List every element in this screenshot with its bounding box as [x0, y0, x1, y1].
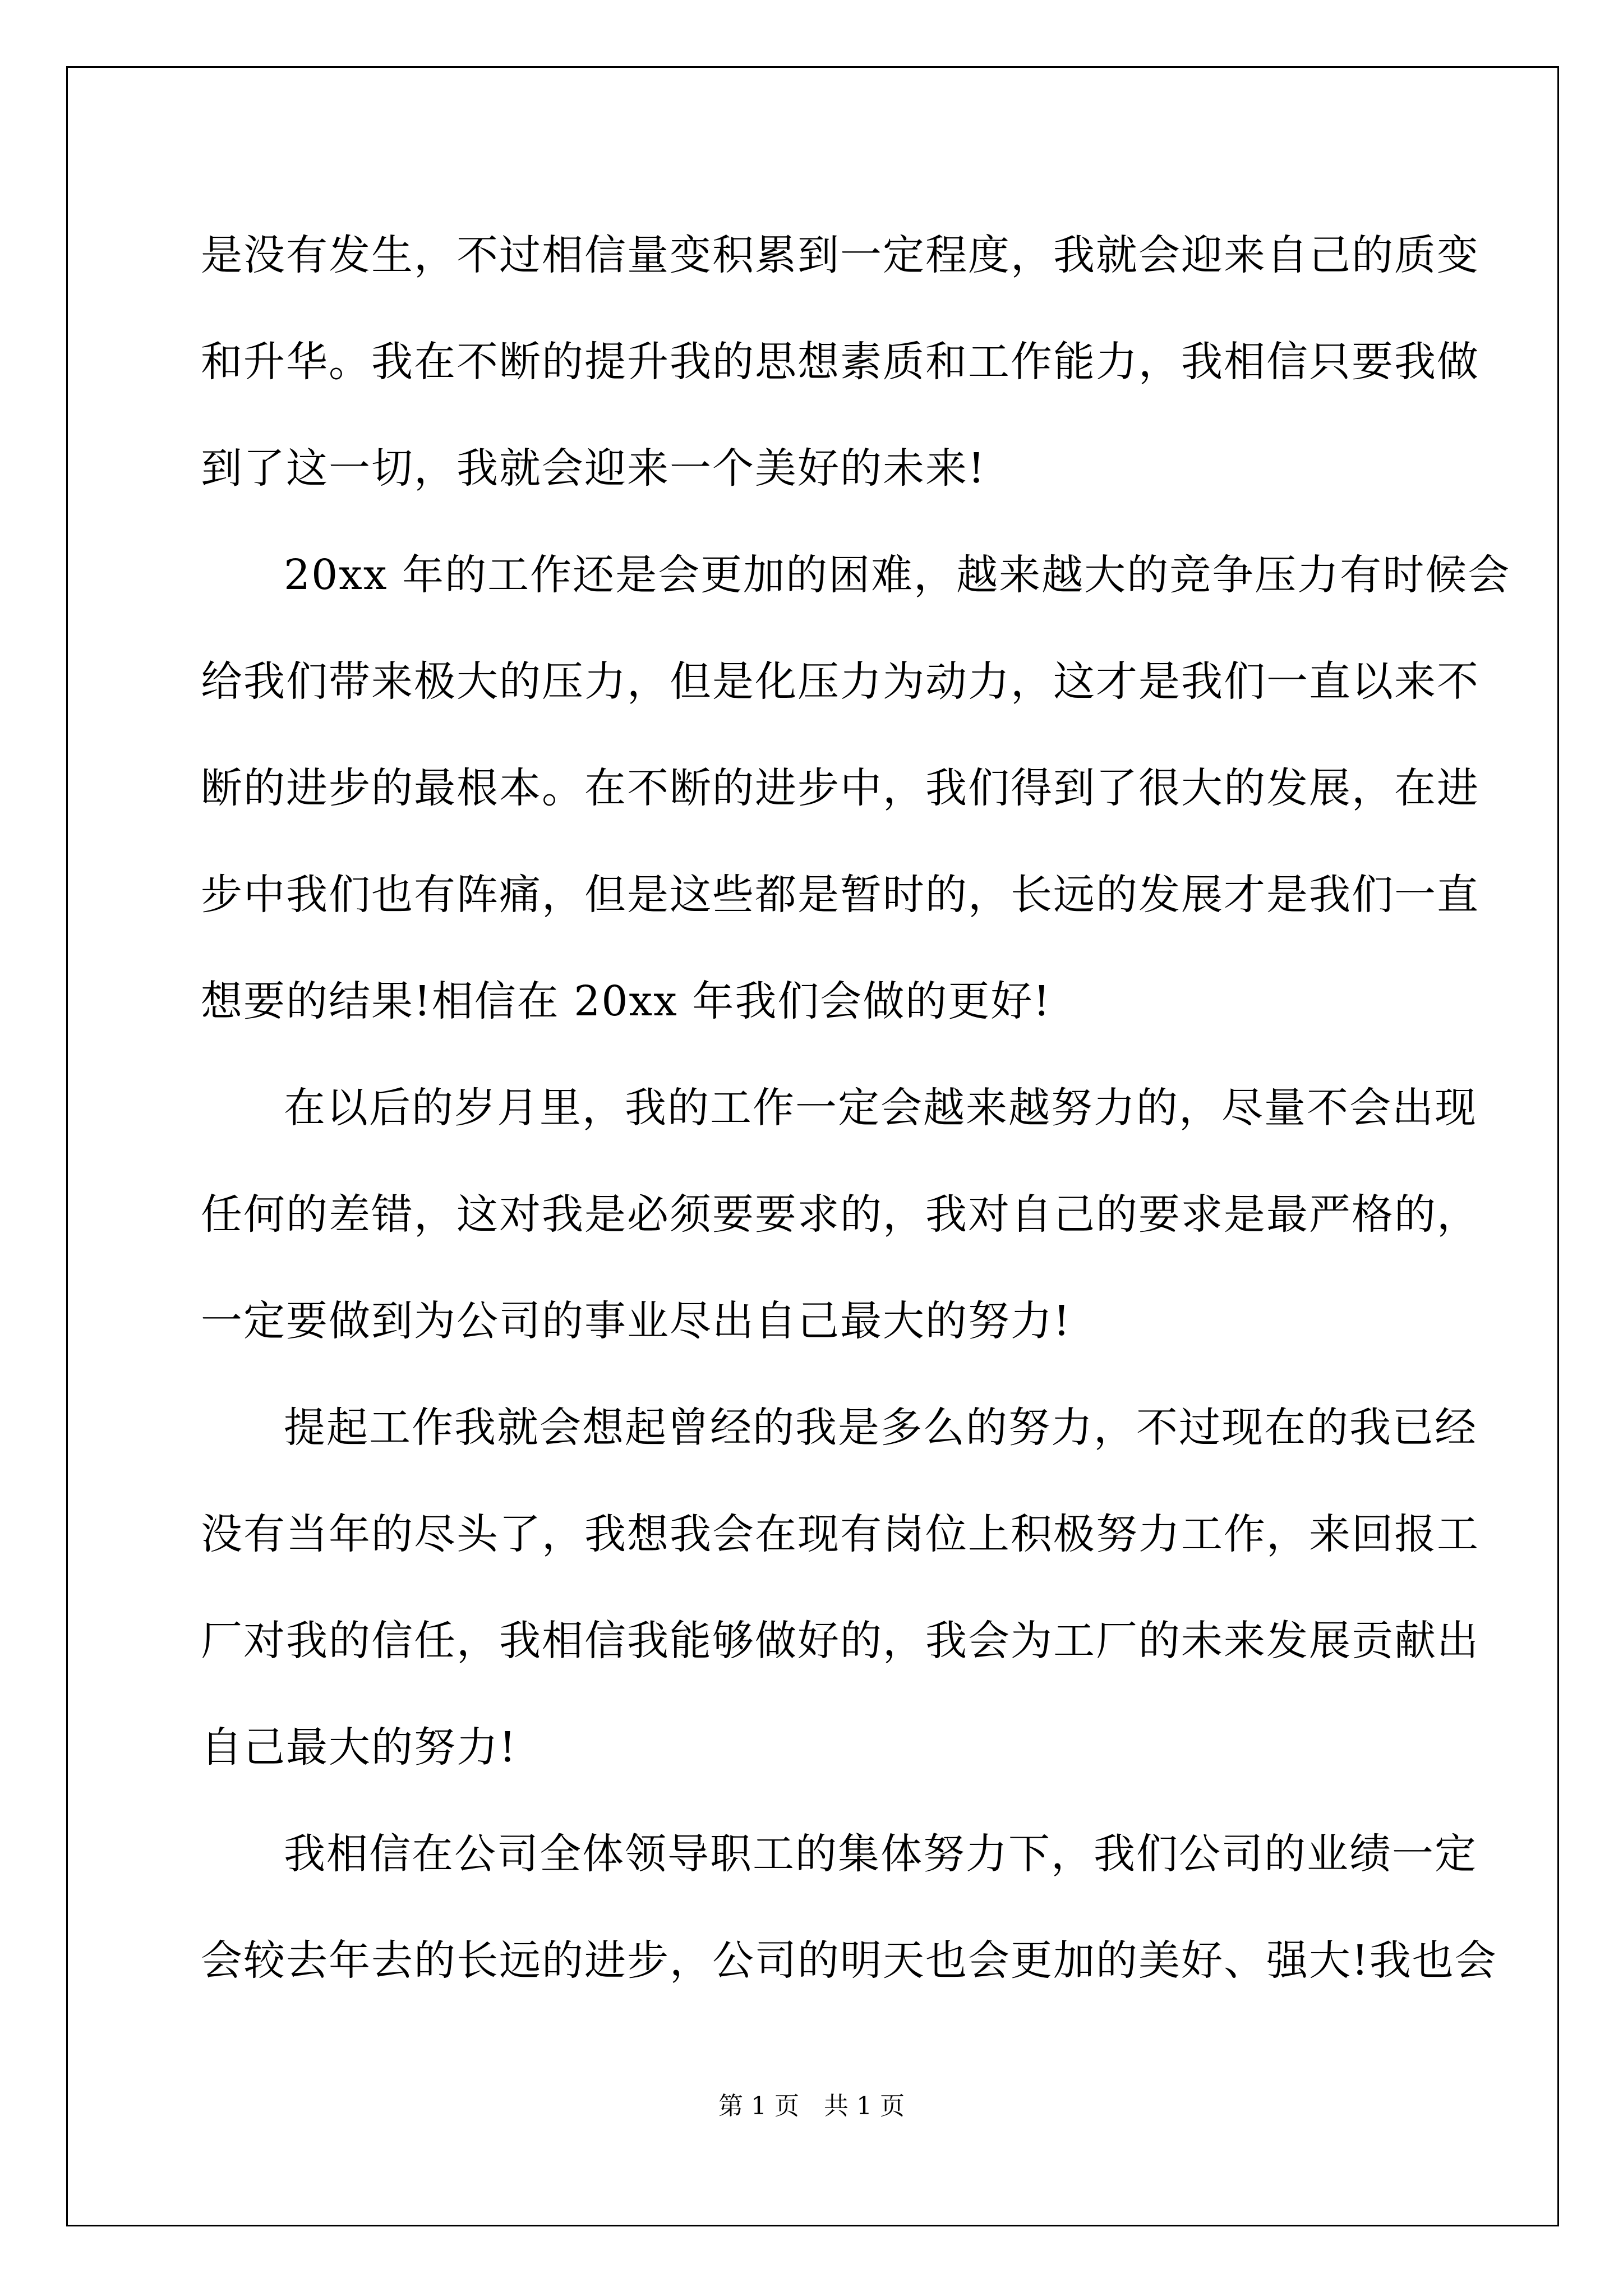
text-line: 厂对我的信任，我相信我能够做好的，我会为工厂的未来发展贡献出 — [201, 1617, 1479, 1665]
text-line: 自己最大的努力! — [201, 1723, 517, 1772]
text-line: 一定要做到为公司的事业尽出自己最大的努力! — [201, 1297, 1071, 1345]
page-total: 共 1 页 — [824, 2092, 905, 2120]
text-line: 提起工作我就会想起曾经的我是多么的努力，不过现在的我已经 — [284, 1404, 1477, 1452]
text-line: 断的进步的最根本。在不断的进步中，我们得到了很大的发展，在进 — [201, 764, 1479, 812]
text-line: 会较去年去的长远的进步，公司的明天也会更加的美好、强大!我也会 — [201, 1936, 1497, 1985]
text-line: 任何的差错，这对我是必须要要求的，我对自己的要求是最严格的， — [201, 1190, 1479, 1239]
document-body — [201, 202, 1511, 2014]
text-line: 我相信在公司全体领导职工的集体努力下，我们公司的业绩一定 — [284, 1830, 1477, 1878]
text-line: 到了这一切，我就会迎来一个美好的未来! — [201, 444, 986, 493]
text-line: 是没有发生，不过相信量变积累到一定程度，我就会迎来自己的质变 — [201, 231, 1479, 279]
text-line: 没有当年的尽头了，我想我会在现有岗位上积极努力工作，来回报工 — [201, 1510, 1479, 1558]
text-line: 20xx 年的工作还是会更加的困难，越来越大的竞争压力有时候会 — [284, 551, 1511, 599]
page-footer — [0, 2086, 1623, 2122]
text-line: 和升华。我在不断的提升我的思想素质和工作能力，我相信只要我做 — [201, 338, 1479, 386]
page-number: 第 1 页 — [718, 2092, 799, 2120]
text-line: 给我们带来极大的压力，但是化压力为动力，这才是我们一直以来不 — [201, 657, 1479, 706]
text-line: 想要的结果!相信在 20xx 年我们会做的更好! — [201, 977, 1052, 1025]
text-line: 在以后的岁月里，我的工作一定会越来越努力的，尽量不会出现 — [284, 1084, 1477, 1132]
text-line: 步中我们也有阵痛，但是这些都是暂时的，长远的发展才是我们一直 — [201, 871, 1479, 919]
